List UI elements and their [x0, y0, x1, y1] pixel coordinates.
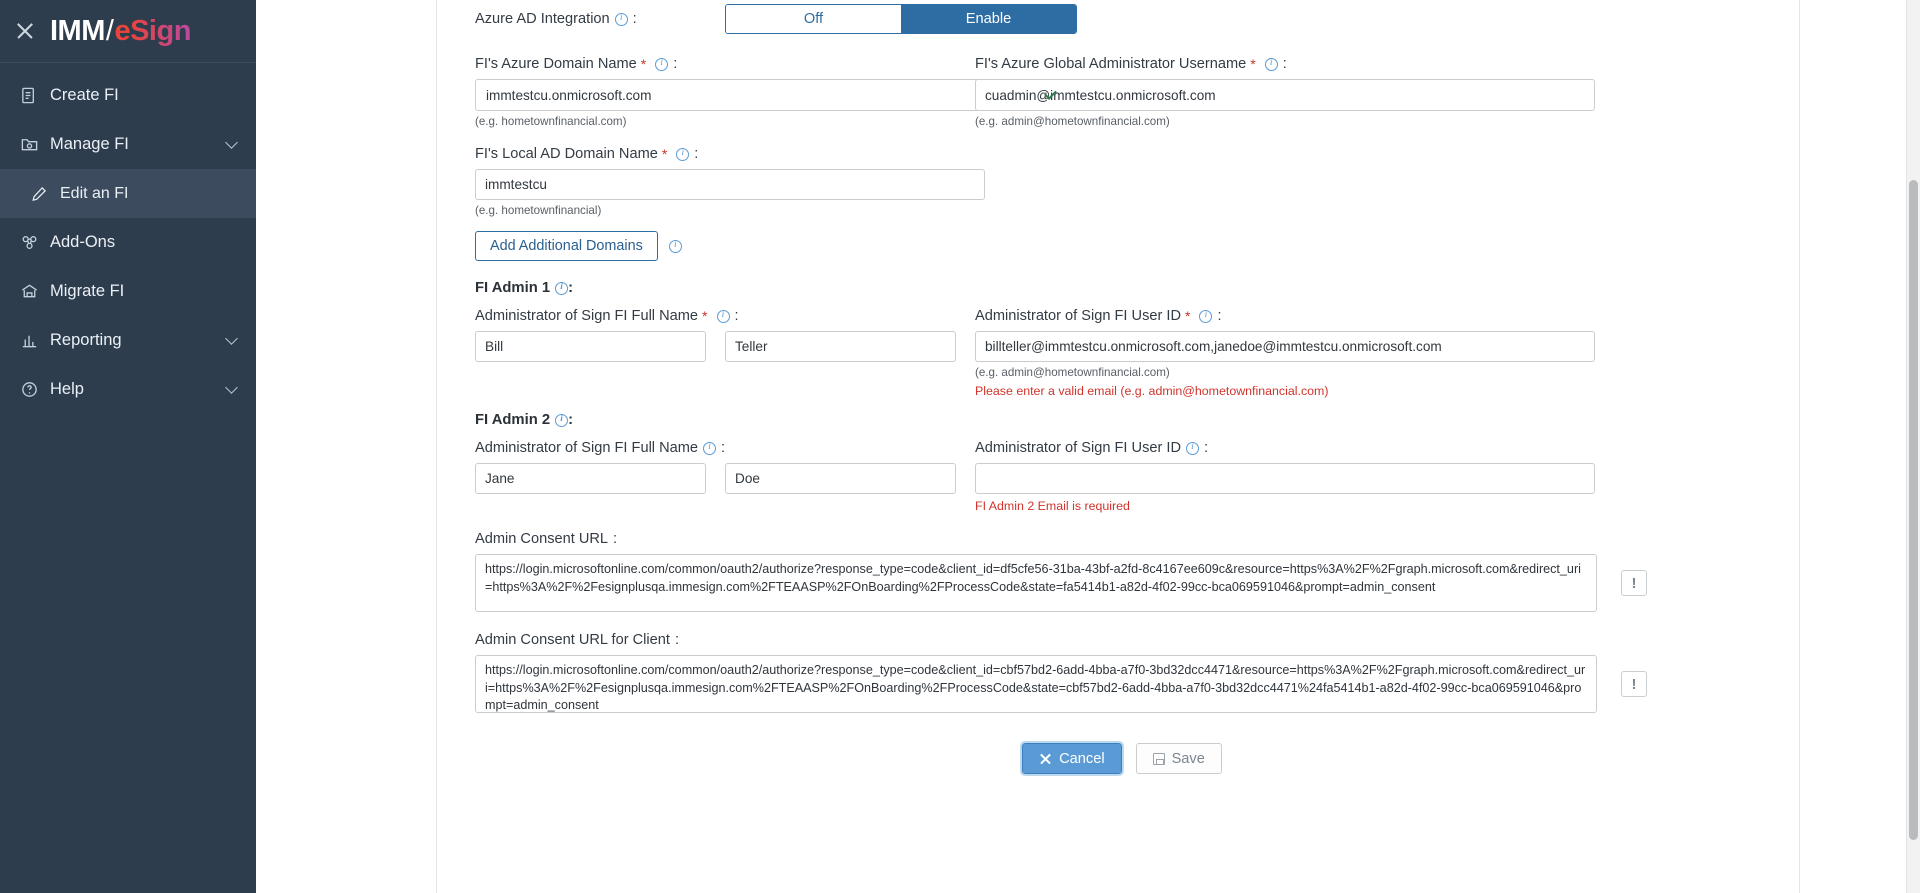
bank-transfer-icon [20, 282, 50, 301]
info-icon[interactable]: i [555, 282, 568, 295]
warning-exclamation-icon[interactable]: ! [1621, 671, 1647, 697]
sidebar-item-edit-an-fi[interactable] [0, 169, 256, 218]
admin-consent-url-textarea[interactable] [475, 554, 1597, 612]
fi-admin-1-title: FI Admin 1 i : [475, 280, 574, 296]
info-icon[interactable]: i [615, 13, 628, 26]
fi-admin-2-last-name-input[interactable] [725, 463, 956, 494]
azure-ad-integration-toggle[interactable] [725, 4, 1077, 34]
fi-admin-1-userid-label: Administrator of Sign FI User ID * i : [975, 308, 1222, 324]
fi-admin-1-first-name-input[interactable] [475, 331, 706, 362]
chevron-down-icon[interactable] [225, 332, 238, 345]
sidebar-header [0, 0, 256, 63]
toggle-option-off[interactable]: Off [726, 5, 901, 33]
close-icon [1039, 752, 1052, 765]
chevron-down-icon[interactable] [225, 136, 238, 149]
info-icon[interactable]: i [655, 58, 668, 71]
save-button[interactable]: Save [1136, 743, 1222, 774]
fi-admin-2-userid-label: Administrator of Sign FI User ID i : [975, 440, 1209, 456]
fi-admin-1-last-name-input[interactable] [725, 331, 956, 362]
azure-domain-input[interactable] [476, 80, 992, 110]
azure-ad-integration-row [475, 0, 1769, 34]
fi-admin-2-userid-error: FI Admin 2 Email is required [975, 499, 1130, 513]
logo-sign: Sign [130, 14, 191, 47]
local-ad-domain-label: FI's Local AD Domain Name * i : [475, 146, 699, 162]
info-icon[interactable]: i [1265, 58, 1278, 71]
question-circle-icon [20, 380, 50, 399]
save-disk-icon [1153, 753, 1165, 765]
sidebar-item-label: Help [50, 380, 84, 398]
sidebar-item-label: Reporting [50, 331, 122, 349]
sidebar-item-label: Migrate FI [50, 282, 125, 300]
sidebar [0, 0, 256, 893]
azure-domain-row [475, 56, 1769, 128]
admin-consent-url-client-label: Admin Consent URL for Client : [475, 632, 679, 648]
app-logo [50, 15, 191, 48]
sidebar-item-label: Manage FI [50, 135, 129, 153]
info-icon[interactable]: i [555, 414, 568, 427]
fi-admin-2-title: FI Admin 2 i : [475, 412, 574, 428]
chart-bar-icon [20, 331, 50, 350]
form-actions [475, 743, 1769, 774]
sidebar-item-migrate-fi[interactable] [0, 267, 256, 316]
fi-admin-1-userid-error: Please enter a valid email (e.g. admin@hometownfinancial.com) [975, 384, 1329, 398]
info-icon[interactable]: i [703, 442, 716, 455]
sidebar-item-manage-fi[interactable] [0, 120, 256, 169]
info-icon[interactable]: i [1186, 442, 1199, 455]
page-scrollbar[interactable] [1906, 0, 1920, 893]
fi-admin-2-first-name-input[interactable] [475, 463, 706, 494]
main-content [256, 0, 1920, 893]
fi-admin-1-userid-hint: (e.g. admin@hometownfinancial.com) [975, 366, 1170, 379]
chevron-down-icon[interactable] [225, 381, 238, 394]
logo-slash: / [105, 14, 114, 47]
logo-imm: IMM [50, 14, 105, 47]
admin-consent-url-row [475, 531, 1769, 612]
add-additional-domains-button[interactable]: Add Additional Domains [475, 231, 658, 261]
close-icon[interactable] [14, 20, 36, 42]
sidebar-nav [0, 63, 256, 414]
azure-domain-label: FI's Azure Domain Name * i : [475, 56, 678, 72]
folder-gear-icon [20, 135, 50, 154]
sidebar-item-reporting[interactable] [0, 316, 256, 365]
pencil-icon [30, 185, 60, 203]
warning-exclamation-icon[interactable]: ! [1621, 570, 1647, 596]
azure-domain-hint: (e.g. hometownfinancial.com) [475, 115, 627, 128]
left-gutter [256, 0, 436, 893]
fi-admin-2-fullname-label: Administrator of Sign FI Full Name i : [475, 440, 726, 456]
sidebar-item-help[interactable] [0, 365, 256, 414]
info-icon[interactable]: i [1199, 310, 1212, 323]
sidebar-item-create-fi[interactable] [0, 71, 256, 120]
fi-admin-2-userid-input[interactable] [975, 463, 1595, 494]
fi-admin-2-row [475, 440, 1769, 513]
sidebar-item-add-ons[interactable] [0, 218, 256, 267]
admin-consent-url-client-row [475, 632, 1769, 713]
fi-admin-1-fullname-label: Administrator of Sign FI Full Name * i : [475, 308, 739, 324]
azure-admin-username-input[interactable] [975, 79, 1595, 111]
azure-admin-username-label: FI's Azure Global Administrator Username * i : [975, 56, 1287, 72]
local-ad-domain-input[interactable] [475, 169, 985, 200]
right-gutter [1800, 0, 1920, 893]
cancel-button[interactable]: Cancel [1022, 743, 1121, 774]
puzzle-icon [20, 233, 50, 252]
add-domains-row [475, 231, 1769, 261]
info-icon[interactable]: i [717, 310, 730, 323]
admin-consent-url-label: Admin Consent URL : [475, 531, 618, 547]
sidebar-item-label: Edit an FI [60, 184, 129, 202]
scrollbar-thumb[interactable] [1909, 180, 1918, 840]
plus-document-icon [20, 86, 50, 105]
toggle-option-enable[interactable]: Enable [901, 5, 1076, 33]
fi-admin-1-row [475, 308, 1769, 398]
azure-admin-username-hint: (e.g. admin@hometownfinancial.com) [975, 115, 1170, 128]
sidebar-item-label: Create FI [50, 86, 119, 104]
admin-consent-url-client-textarea[interactable] [475, 655, 1597, 713]
info-icon[interactable]: i [676, 148, 689, 161]
logo-e: e [114, 14, 131, 47]
local-ad-domain-hint: (e.g. hometownfinancial) [475, 204, 602, 217]
edit-fi-form [436, 0, 1800, 893]
sidebar-item-label: Add-Ons [50, 233, 116, 251]
info-icon[interactable]: i [669, 240, 682, 253]
local-ad-domain-row [475, 146, 985, 217]
azure-ad-integration-label: Azure AD Integration i : [475, 11, 637, 27]
fi-admin-1-userid-input[interactable] [975, 331, 1595, 362]
